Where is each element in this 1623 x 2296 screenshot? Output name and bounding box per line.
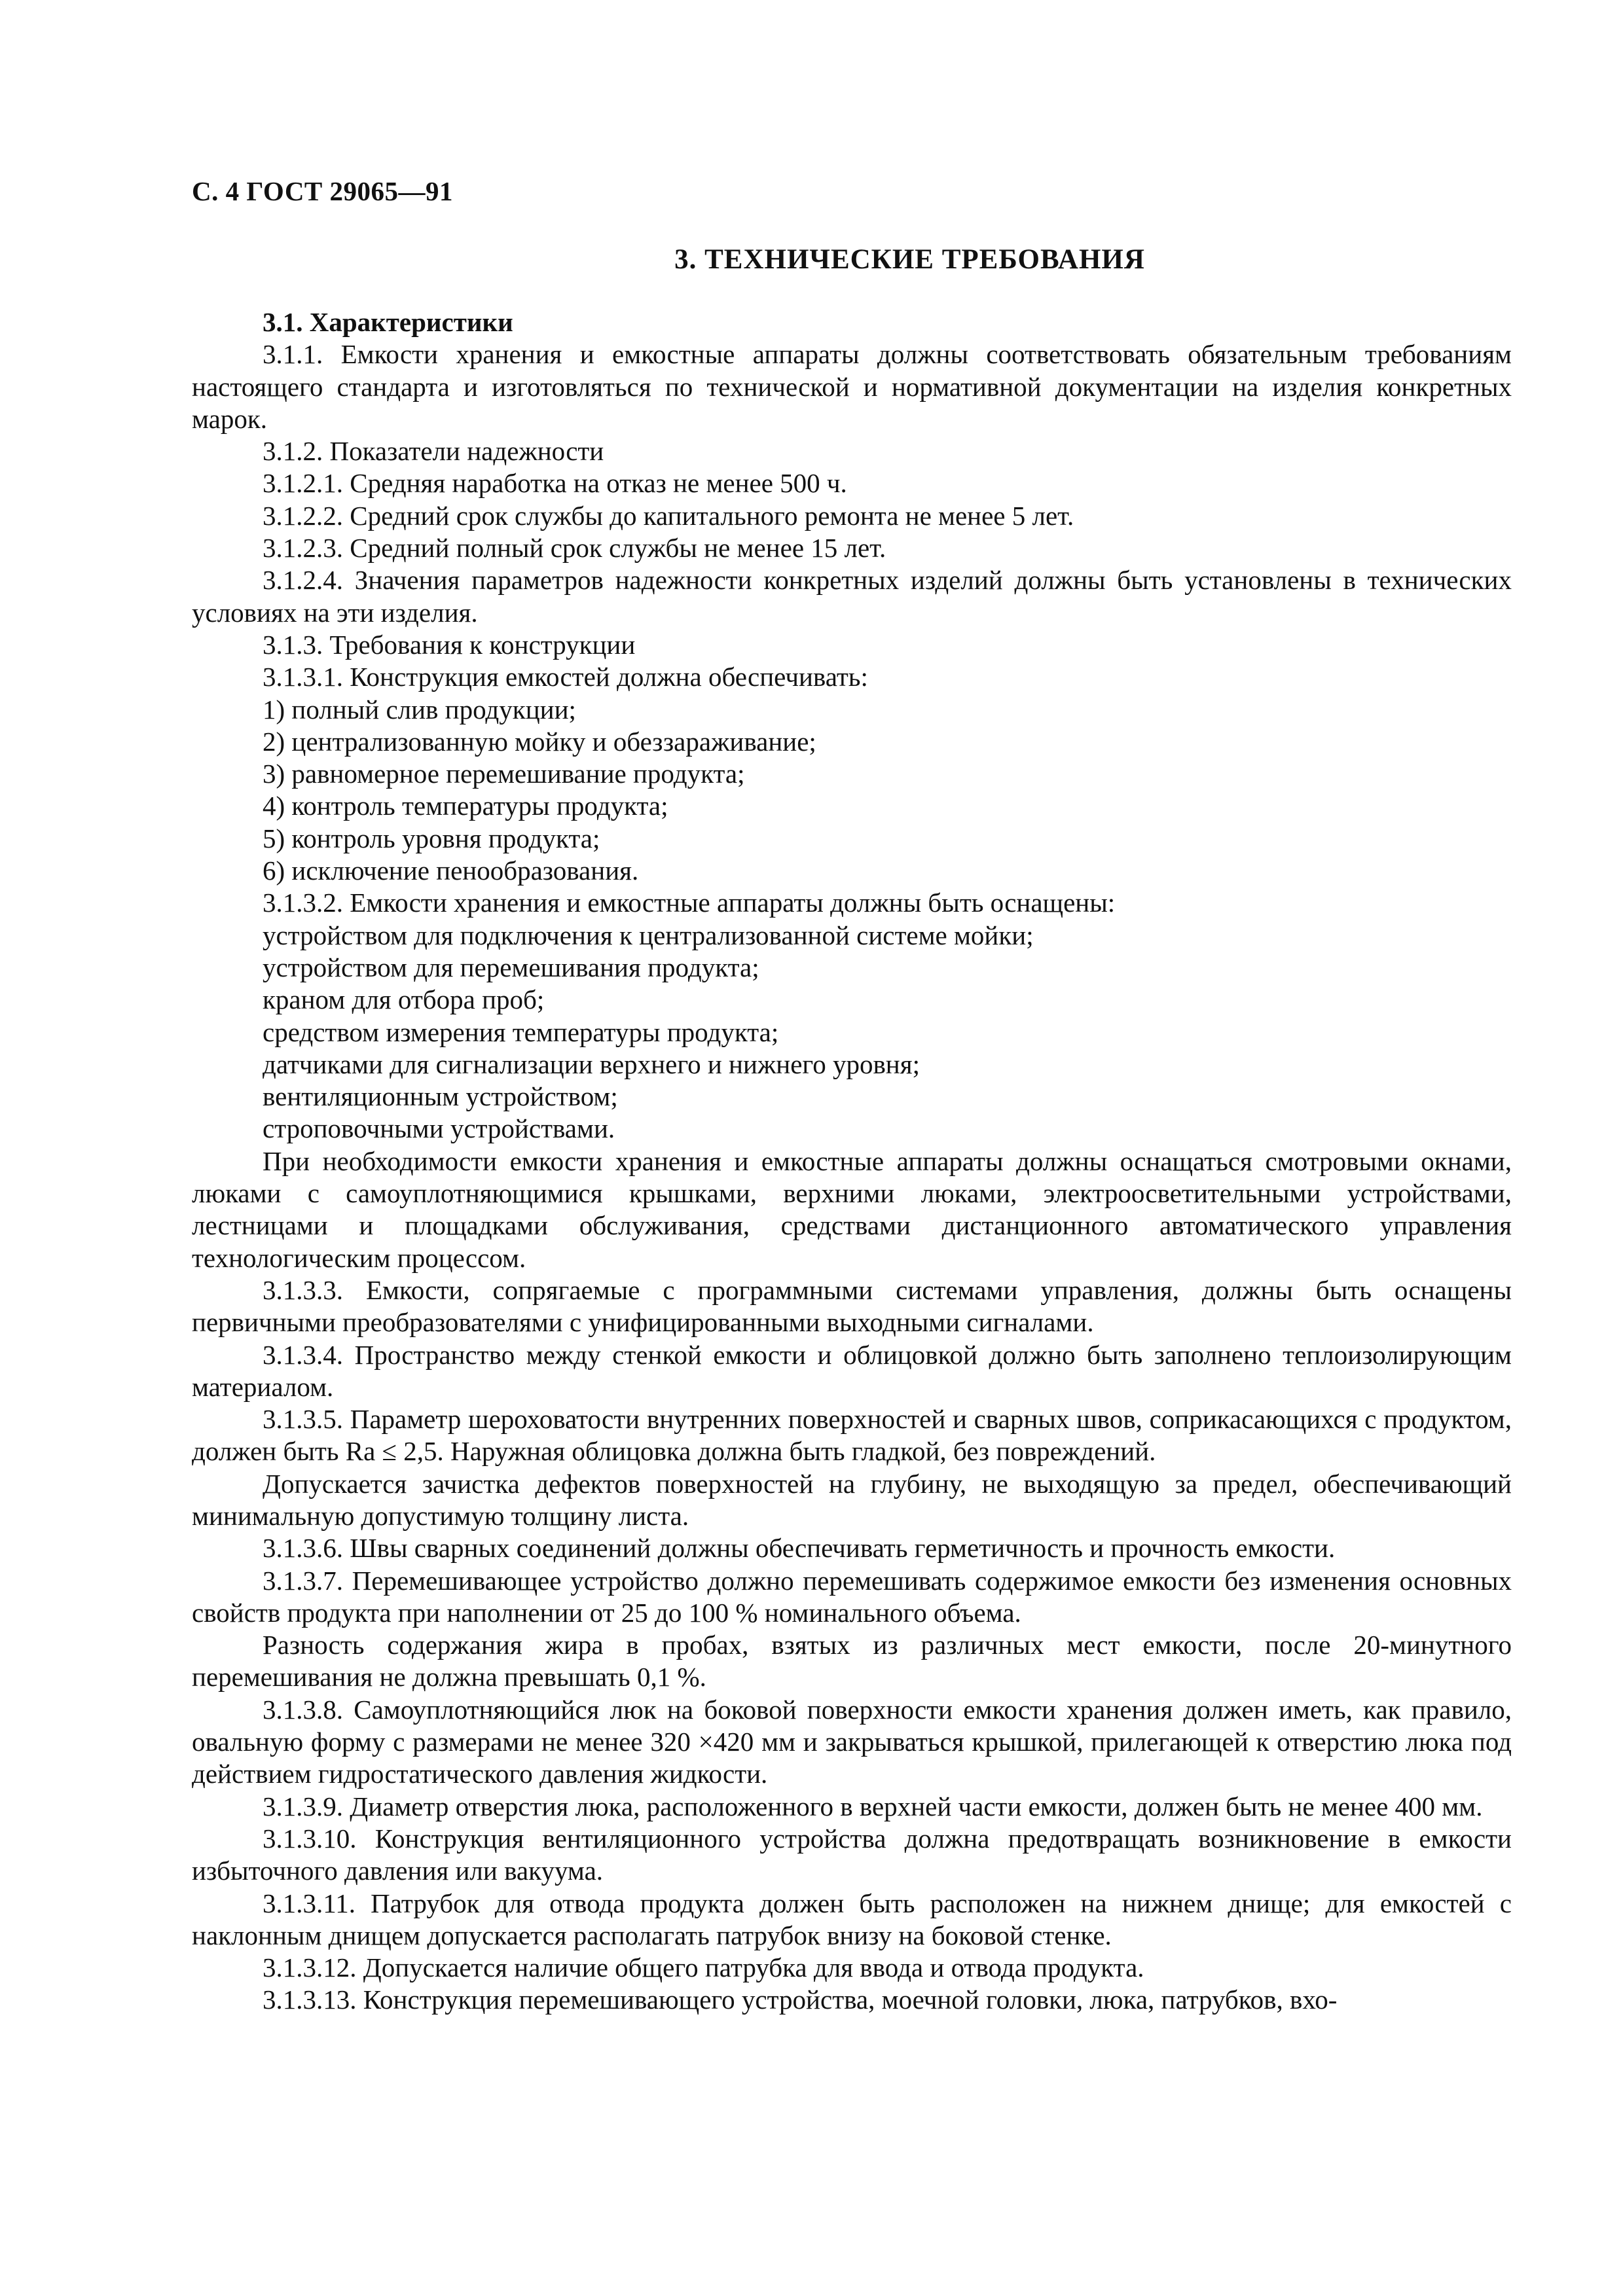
paragraph: Допускается зачистка дефектов поверхностей на глубину, не выходящую за предел, обеспечивающий минимальную допустимую толщину листа. <box>192 1468 1512 1531</box>
paragraph: 3.1.3.11. Патрубок для отвода продукта должен быть расположен на нижнем днище; для емкостей с наклонным днищем допускается располагать патрубок внизу на боковой стенке. <box>192 1888 1512 1950</box>
list-item: 5) контроль уровня продукта; <box>263 823 600 853</box>
paragraph: 3.1.3.9. Диаметр отверстия люка, расположенного в верхней части емкости, должен быть не менее 400 мм. <box>263 1791 1483 1821</box>
paragraph: 3.1.1. Емкости хранения и емкостные аппараты должны соответствовать обязательным требованиям настоящего стандарта и изготовляться по технической и нормативной документации на изделия конкретных марок. <box>192 339 1512 434</box>
list-item: датчиками для сигнализации верхнего и нижнего уровня; <box>263 1049 920 1079</box>
paragraph: 3.1.2.3. Средний полный срок службы не менее 15 лет. <box>263 533 886 564</box>
paragraph: 3.1.2.4. Значения параметров надежности конкретных изделий должны быть установлены в технических условиях на эти изделия. <box>192 565 1512 628</box>
paragraph: 3.1.3.5. Параметр шероховатости внутренних поверхностей и сварных швов, соприкасающихся с продуктом, должен быть Ra ≤ 2,5. Наружная облицовка должна быть гладкой, без повреждений. <box>192 1404 1512 1467</box>
paragraph: При необходимости емкости хранения и емкостные аппараты должны оснащаться смотровыми окнами, люками с самоуплотняющимися крышками, верхними люками, электроосветительными устройствами, лестницами и площадками обслуживания, средствами дистанционного автоматического управления технологическим процессом. <box>192 1145 1512 1273</box>
document-body <box>192 306 1512 2017</box>
subsection-heading: 3.1. Характеристики <box>263 307 513 337</box>
list-item: 4) контроль температуры продукта; <box>263 791 668 821</box>
list-item: строповочными устройствами. <box>263 1113 615 1144</box>
paragraph: 3.1.2.2. Средний срок службы до капитального ремонта не менее 5 лет. <box>263 500 1074 531</box>
list-item: краном для отбора проб; <box>263 984 545 1015</box>
list-item: 6) исключение пенообразования. <box>263 855 639 886</box>
list-item: 2) централизованную мойку и обеззараживание; <box>263 726 816 757</box>
paragraph: 3.1.3.7. Перемешивающее устройство должно перемешивать содержимое емкости без изменения основных свойств продукта при наполнении от 25 до 100 % номинального объема. <box>192 1565 1512 1628</box>
list-item: устройством для подключения к централизованной системе мойки; <box>263 920 1034 950</box>
list-item: 1) полный слив продукции; <box>263 694 576 725</box>
paragraph: 3.1.3.3. Емкости, сопрягаемые с программными системами управления, должны быть оснащены первичными преобразователями с унифицированными выходными сигналами. <box>192 1274 1512 1338</box>
paragraph: 3.1.3.12. Допускается наличие общего патрубка для ввода и отвода продукта. <box>263 1952 1144 1983</box>
paragraph: Разность содержания жира в пробах, взятых из различных мест емкости, после 20-минутного перемешивания не должна превышать 0,1 %. <box>192 1630 1512 1693</box>
list-item: средством измерения температуры продукта; <box>263 1016 779 1047</box>
paragraph: 3.1.3.6. Швы сварных соединений должны обеспечивать герметичность и прочность емкости. <box>263 1533 1336 1564</box>
paragraph: 3.1.3.2. Емкости хранения и емкостные аппараты должны быть оснащены: <box>263 888 1116 918</box>
list-item: вентиляционным устройством; <box>263 1081 618 1112</box>
paragraph: 3.1.3.8. Самоуплотняющийся люк на боковой поверхности емкости хранения должен иметь, как правило, овальную форму с размерами не менее 320 ×420 мм и закрываться крышкой, прилегающей к отверстию люка под действием гидростатического давления жидкости. <box>192 1694 1512 1789</box>
paragraph: 3.1.3. Требования к конструкции <box>263 629 636 660</box>
paragraph: 3.1.3.10. Конструкция вентиляционного устройства должна предотвращать возникновение в емкости избыточного давления или вакуума. <box>192 1823 1512 1886</box>
running-header: С. 4 ГОСТ 29065—91 <box>192 176 454 206</box>
paragraph: 3.1.2. Показатели надежности <box>263 436 604 467</box>
list-item: устройством для перемешивания продукта; <box>263 952 759 982</box>
list-item: 3) равномерное перемешивание продукта; <box>263 759 745 789</box>
paragraph: 3.1.3.4. Пространство между стенкой емкости и облицовкой должно быть заполнено теплоизолирующим материалом. <box>192 1339 1512 1402</box>
paragraph: 3.1.3.13. Конструкция перемешивающего устройства, моечной головки, люка, патрубков, вхо- <box>263 1984 1338 2015</box>
paragraph: 3.1.2.1. Средняя наработка на отказ не менее 500 ч. <box>263 468 847 499</box>
paragraph: 3.1.3.1. Конструкция емкостей должна обеспечивать: <box>263 662 868 692</box>
section-title: 3. ТЕХНИЧЕСКИЕ ТРЕБОВАНИЯ <box>674 244 1145 275</box>
